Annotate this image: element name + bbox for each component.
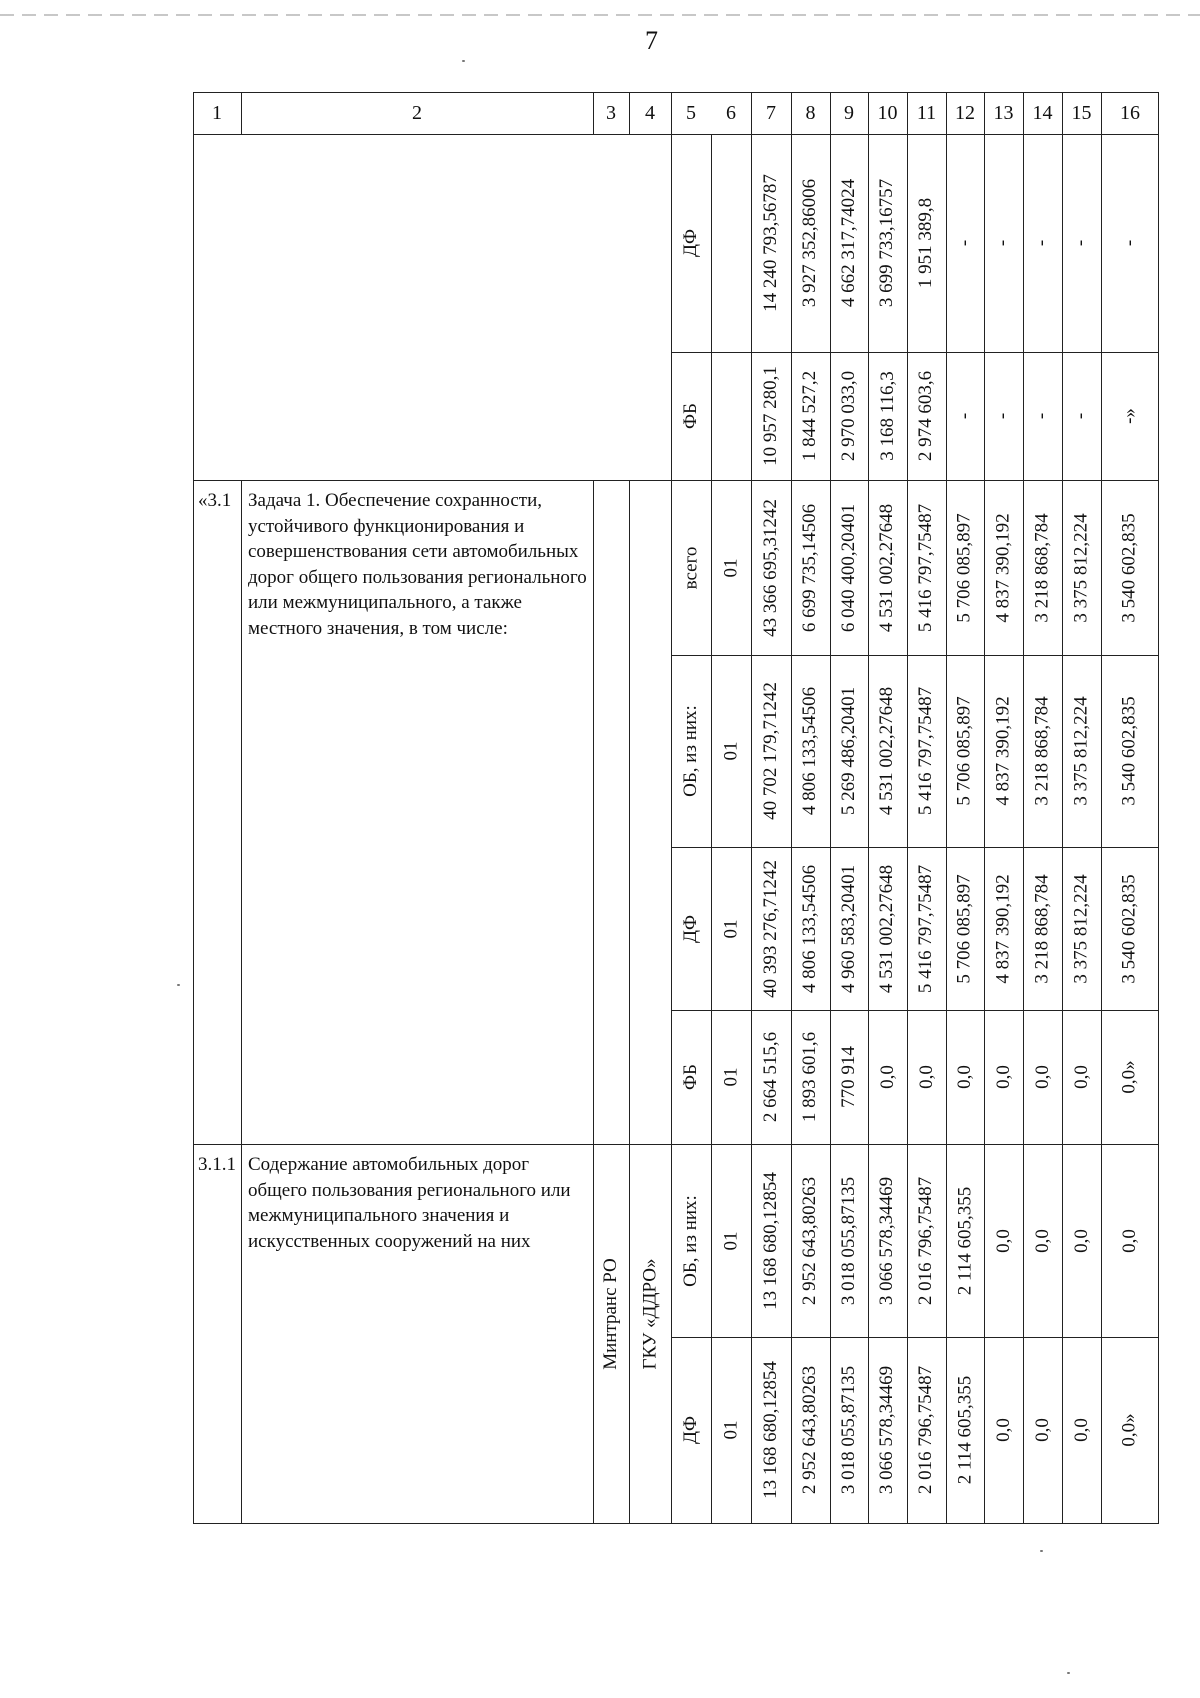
budget-table xyxy=(193,92,1159,1524)
row-3-1-total-value: 4 531 002,27648 xyxy=(876,503,898,632)
column-number: 14 xyxy=(1032,101,1053,124)
row-3-1-1-df-value: 2 952 643,80263 xyxy=(799,1365,821,1495)
block-a-fb-value: 10 957 280,1 xyxy=(760,366,781,466)
row-3-1-1-ob-value: 2 016 796,75487 xyxy=(915,1176,937,1305)
column-number: 1 xyxy=(212,101,222,124)
row-3-1-ob-value: 5 269 486,20401 xyxy=(838,686,859,816)
row-3-1-fb-value: 2 664 515,6 xyxy=(760,1031,781,1123)
row-3-1-total-value: 6 040 400,20401 xyxy=(838,503,859,632)
row-3-1-1-ob-value: 0,0 xyxy=(1119,1228,1140,1253)
column-number: 16 xyxy=(1120,101,1140,124)
block-a-fb-value: 2 974 603,6 xyxy=(915,370,937,462)
block-a-fb-value: 2 970 033,0 xyxy=(838,370,859,462)
block-a-df-label: ДФ xyxy=(679,229,701,257)
grid-line xyxy=(241,480,242,1524)
row-3-1-1-df-value: 0,0 xyxy=(992,1418,1014,1442)
row-3-1-total-value: 3 375 812,224 xyxy=(1070,512,1092,623)
row-3-1-df-value: 5 706 085,897 xyxy=(954,873,975,984)
scan-speck xyxy=(462,60,465,62)
row-3-1-total-value: 5 706 085,897 xyxy=(954,512,975,623)
row-3-1-1-ob-value: 2 952 643,80263 xyxy=(799,1176,821,1305)
row-3-1-1-df-value: 0,0 xyxy=(1070,1418,1092,1442)
column-number: 8 xyxy=(805,101,816,124)
row-3-1-label-fb: ФБ xyxy=(679,1064,701,1090)
row-3-1-ob-value: 3 218 868,784 xyxy=(1031,696,1053,806)
column-number: 12 xyxy=(955,101,975,124)
row-3-1-fb-value: 0,0» xyxy=(1119,1060,1140,1094)
row-3-1-1-code: 3.1.1 xyxy=(198,1154,236,1175)
column-number: 2 xyxy=(412,101,422,124)
row-3-1-1-df-value: 0,0 xyxy=(1031,1418,1053,1442)
block-a-df-value: 4 662 317,74024 xyxy=(838,178,859,308)
row-3-1-ob-value: 3 375 812,224 xyxy=(1070,696,1092,806)
row-3-1-ob-value: 40 702 179,71242 xyxy=(760,682,781,820)
row-3-1-df-value: 3 540 602,835 xyxy=(1119,873,1140,984)
column-number: 10 xyxy=(877,101,898,124)
block-a-df-value: 3 927 352,86006 xyxy=(799,178,821,308)
row-3-1-1-ob-value: 0,0 xyxy=(1031,1228,1053,1253)
block-a-fb-value: -» xyxy=(1118,408,1140,424)
row-3-1-ob-value: 5 416 797,75487 xyxy=(915,686,937,816)
row-3-1-total-value: 6 699 735,14506 xyxy=(799,503,821,632)
row-3-1-fb-value: 0,0 xyxy=(1031,1065,1053,1089)
column-number: 11 xyxy=(916,101,937,124)
table-border-left xyxy=(193,92,194,1524)
row-3-1-fb-value: 0,0 xyxy=(992,1065,1014,1089)
row-3-1-label-ob: ОБ, из них: xyxy=(680,705,702,797)
row-3-1-1-label-df: ДФ xyxy=(679,1416,701,1444)
row-3-1-total-value: 3 218 868,784 xyxy=(1031,512,1053,623)
row-3-1-1-executor-2: ГКУ «ДДРО» xyxy=(639,1258,661,1370)
row-3-1-1-text: Содержание автомобильных дорог общего пользования регионального или межмуниципального значения и искусственных сооружений на них xyxy=(248,1154,571,1252)
column-number: 9 xyxy=(844,101,854,124)
block-a-df-value: - xyxy=(1031,239,1053,247)
row-3-1-code: «3.1 xyxy=(198,490,232,511)
block-a-df-value: - xyxy=(1118,239,1140,247)
row-3-1-total-value: 5 416 797,75487 xyxy=(915,503,937,632)
row-3-1-df-value: 3 218 868,784 xyxy=(1031,873,1053,984)
row-3-1-ob-value: 4 531 002,27648 xyxy=(876,686,898,816)
row-3-1-1-label-ob: ОБ, из них: xyxy=(680,1194,702,1287)
row-3-1-df-value: 4 960 583,20401 xyxy=(838,864,859,993)
row-3-1-fb-value: 770 914 xyxy=(838,1046,859,1108)
column-number: 6 xyxy=(726,101,736,124)
block-a-df-value: 3 699 733,16757 xyxy=(876,178,898,308)
column-number: 7 xyxy=(766,101,776,124)
row-3-1-total-value: 4 837 390,192 xyxy=(992,512,1014,623)
row-3-1-1-ob-value: 2 114 605,355 xyxy=(954,1186,976,1295)
row-3-1-1-df-value: 3 066 578,34469 xyxy=(876,1365,898,1495)
row-3-1-df-value: 4 806 133,54506 xyxy=(799,864,821,993)
row-3-1-fb-value: 0,0 xyxy=(876,1065,898,1089)
row-3-1-df-value: 5 416 797,75487 xyxy=(915,864,937,993)
row-3-1-1-ob-value: 13 168 680,12854 xyxy=(760,1171,781,1310)
row-3-1-code-fb: 01 xyxy=(720,1067,741,1087)
page-number: 7 xyxy=(645,26,658,55)
row-3-1-1-code-ob: 01 xyxy=(720,1231,741,1250)
row-3-1-total-value: 3 540 602,835 xyxy=(1119,512,1140,623)
column-number: 4 xyxy=(645,101,655,124)
row-3-1-code-ob: 01 xyxy=(720,741,741,761)
row-3-1-total-value: 43 366 695,31242 xyxy=(760,498,781,637)
block-a-fb-value: - xyxy=(1031,412,1053,420)
row-3-1-fb-value: 1 893 601,6 xyxy=(799,1031,821,1123)
row-3-1-1-df-value: 2 114 605,355 xyxy=(954,1375,976,1485)
row-3-1-code-df: 01 xyxy=(720,919,741,938)
row-3-1-label-total: всего xyxy=(680,546,701,589)
scan-speck xyxy=(1067,1672,1070,1674)
block-a-fb-value: 3 168 116,3 xyxy=(876,371,898,461)
block-a-fb-value: - xyxy=(1070,412,1092,420)
column-number: 15 xyxy=(1071,101,1092,124)
block-a-df-value: - xyxy=(992,239,1014,247)
row-3-1-ob-value: 3 540 602,835 xyxy=(1119,696,1140,806)
scan-speck xyxy=(177,984,180,986)
row-3-1-1-executor-1: Минтранс РО xyxy=(600,1258,622,1370)
row-3-1-1-ob-value: 0,0 xyxy=(992,1228,1014,1253)
row-3-1-df-value: 40 393 276,71242 xyxy=(760,859,781,998)
row-3-1-1-ob-value: 3 066 578,34469 xyxy=(876,1176,898,1305)
block-a-fb-value: - xyxy=(992,412,1014,420)
row-3-1-label-df: ДФ xyxy=(679,914,701,943)
row-3-1-fb-value: 0,0 xyxy=(915,1065,937,1089)
row-3-1-ob-value: 4 806 133,54506 xyxy=(799,686,821,816)
block-a-df-value: 1 951 389,8 xyxy=(915,197,937,289)
row-3-1-1-code-df: 01 xyxy=(720,1420,741,1440)
column-number: 5 xyxy=(686,101,696,124)
row-3-1-fb-value: 0,0 xyxy=(1070,1065,1092,1089)
row-3-1-1-ob-value: 0,0 xyxy=(1070,1228,1092,1253)
row-3-1-ob-value: 5 706 085,897 xyxy=(954,696,975,806)
block-a-fb-label: ФБ xyxy=(679,403,701,429)
row-3-1-df-value: 3 375 812,224 xyxy=(1070,873,1092,984)
row-3-1-fb-value: 0,0 xyxy=(954,1065,975,1089)
block-a-fb-value: - xyxy=(953,412,975,420)
row-3-1-1-ob-value: 3 018 055,87135 xyxy=(838,1176,859,1305)
table-border-bottom xyxy=(193,1523,1159,1524)
row-3-1-ob-value: 4 837 390,192 xyxy=(992,696,1014,806)
scan-speck xyxy=(1040,1550,1043,1552)
block-a-df-value: - xyxy=(953,239,975,247)
block-a-df-value: 14 240 793,56787 xyxy=(760,174,781,312)
row-3-1-text: Задача 1. Обеспечение сохранности, устойчивого функционирования и совершенствования сети автомобильных дорог общего пользования регионального или межмуниципального, а также местного значения, в том числе: xyxy=(248,490,587,639)
block-a-df-value: - xyxy=(1070,239,1092,247)
block-a-fb-value: 1 844 527,2 xyxy=(799,370,821,462)
column-number: 13 xyxy=(993,101,1014,124)
row-3-1-1-df-value: 2 016 796,75487 xyxy=(915,1365,937,1495)
column-number: 3 xyxy=(606,101,616,124)
scan-edge-artifact xyxy=(0,14,1200,16)
row-3-1-1-df-value: 0,0» xyxy=(1119,1413,1140,1447)
row-3-1-df-value: 4 837 390,192 xyxy=(992,873,1014,984)
row-3-1-1-df-value: 3 018 055,87135 xyxy=(838,1365,859,1495)
row-3-1-df-value: 4 531 002,27648 xyxy=(876,864,898,993)
row-3-1-1-df-value: 13 168 680,12854 xyxy=(760,1361,781,1499)
row-3-1-code-total: 01 xyxy=(720,558,741,577)
